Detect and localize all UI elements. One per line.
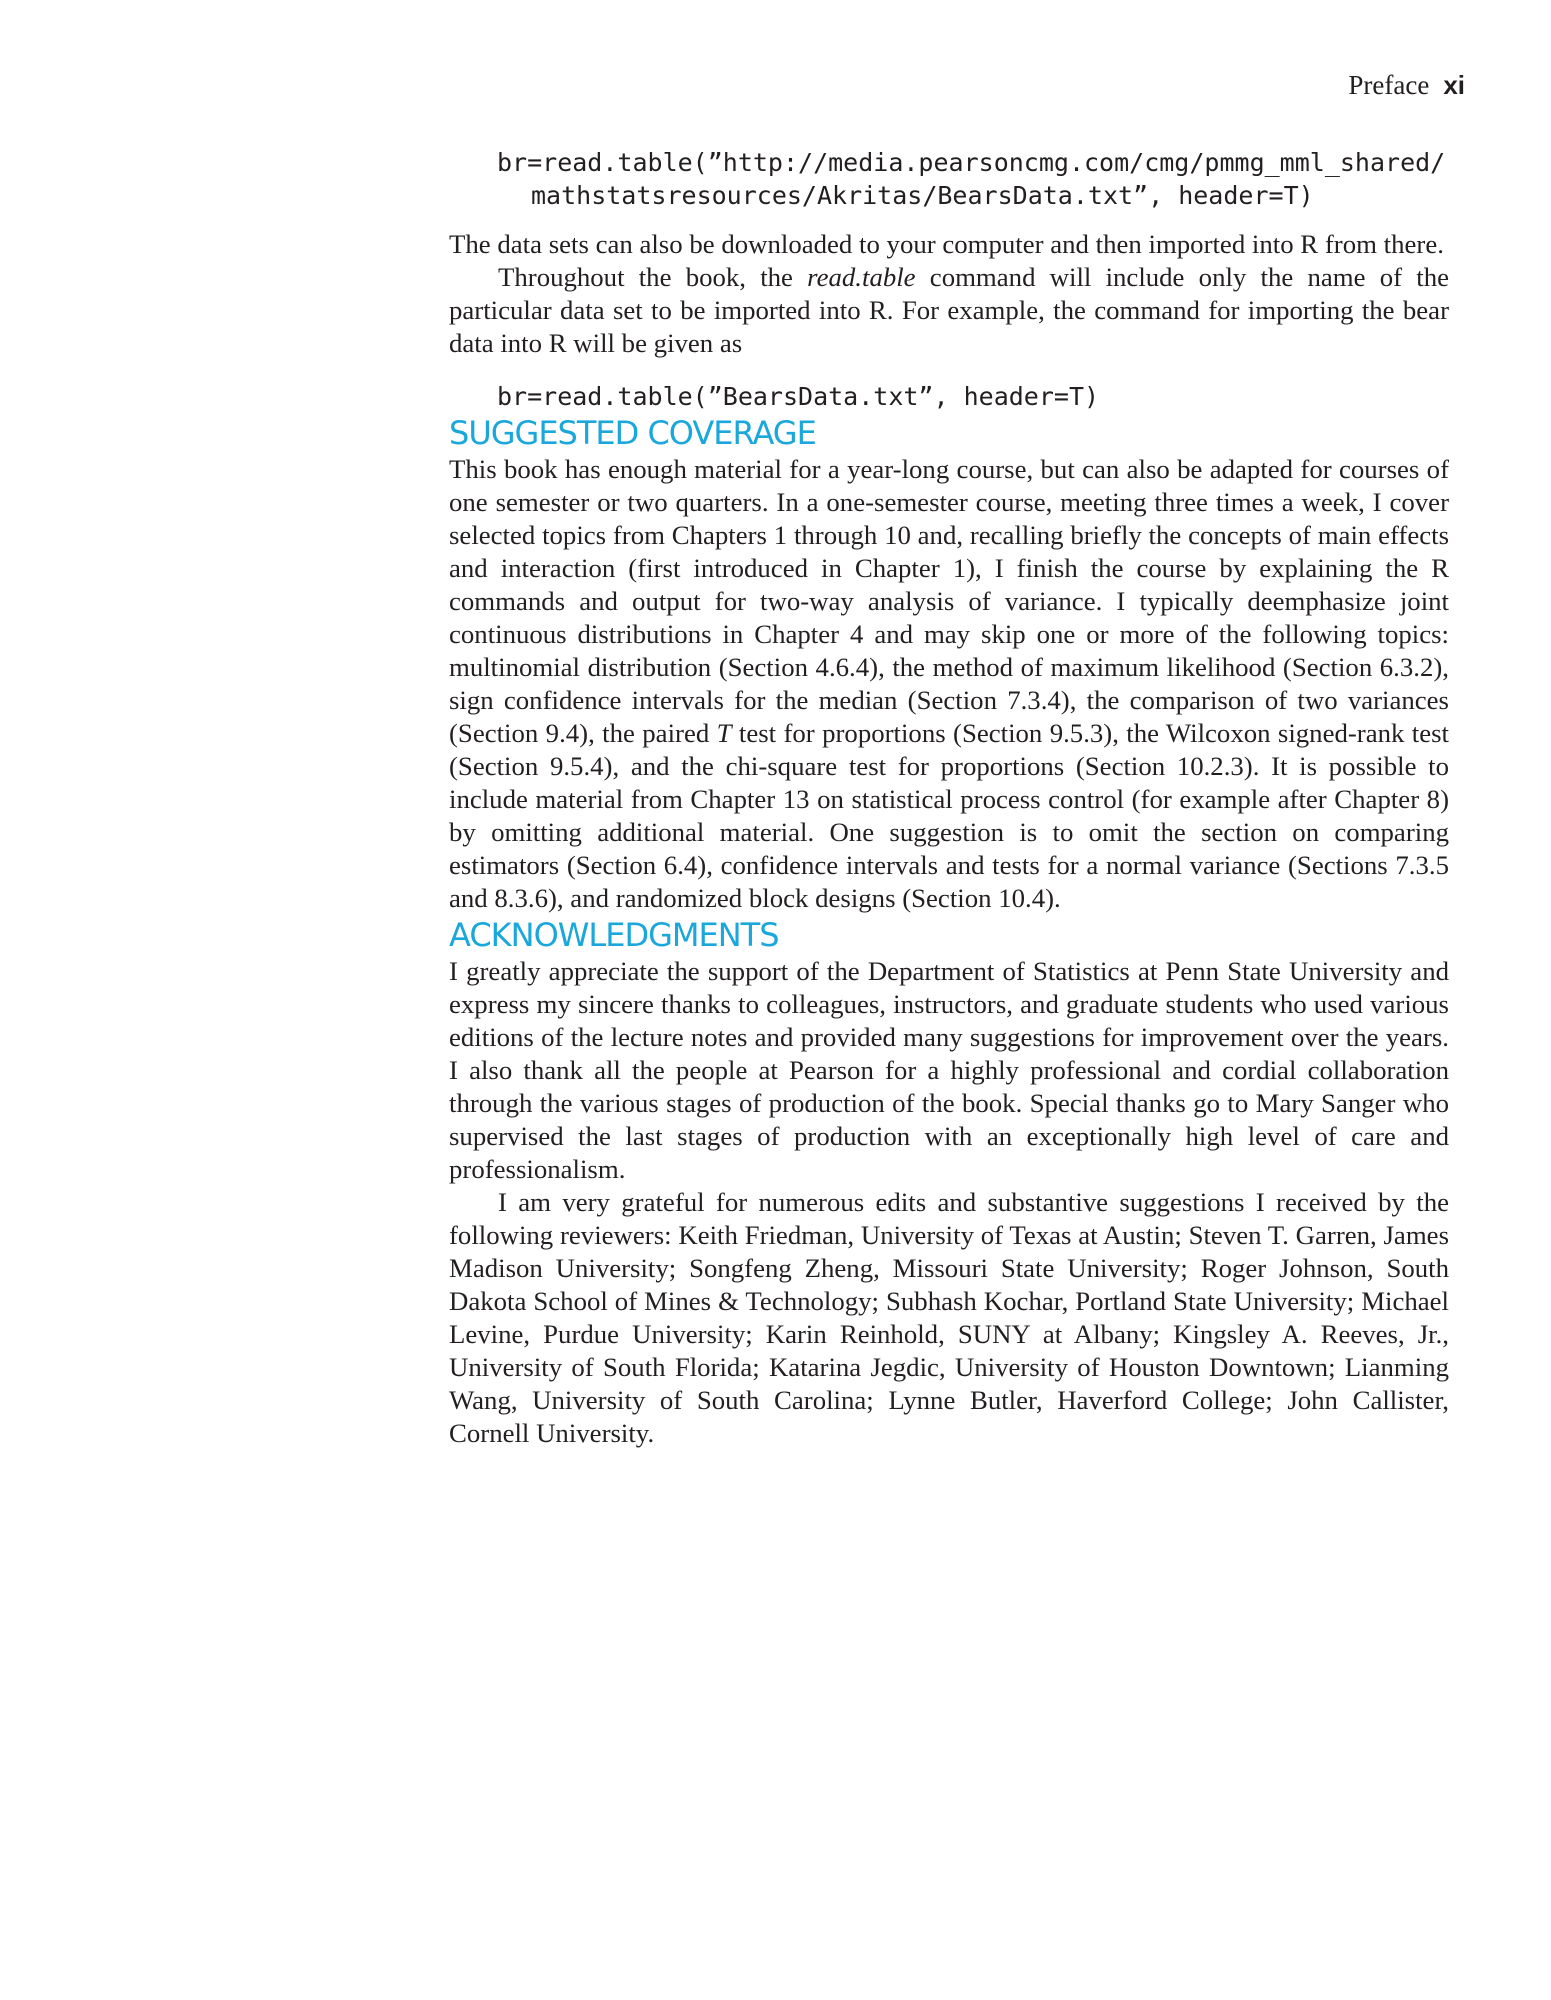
paragraph-ack-1: I greatly appreciate the support of the Department of Statistics at Penn State University and express my sincere thanks to colleagues, instructors, and graduate students who used various editions of the lecture notes and provided many suggestions for improvement over the years. I also thank all the people at Pearson for a highly professional and cordial collaboration through the various stages of production of the book. Special thanks go to Mary Sanger who supervised the last stages of production with an exceptionally high level of care and professionalism. (449, 956, 1449, 1184)
heading-suggested-coverage: SUGGESTED COVERAGE (449, 414, 816, 452)
paragraph-read-table (449, 261, 1449, 360)
running-header-title: Preface (1348, 70, 1430, 100)
code-line-2: mathstatsresources/Akritas/BearsData.txt”, header=T) (531, 181, 1314, 210)
t-test-symbol: T (716, 718, 732, 748)
page-body (449, 146, 1449, 1450)
running-header (1348, 68, 1465, 102)
suggested-text-start: This book has enough material for a year-long course, but can also be adapted for courses of one semester or two quarters. In a one-semester course, meeting three times a week, I cover selected topics from Chapters 1 through 10 and, recalling briefly the concepts of main effects and interaction (first introduced in Chapter 1), I finish the course by explaining the R commands and output for two-way analysis of variance. I typically deemphasize joint continuous distributions in Chapter 4 and may skip one or more of the following topics: multinomial distribution (Section 4.6.4), the method of maximum likelihood (Section 6.3.2), sign confidence intervals for the median (Section 7.3.4), the comparison of two variances (Section 9.4), the paired (449, 454, 1449, 748)
code-line-1: br=read.table(”http://media.pearsoncmg.com/cmg/pmmg_mml_shared/ (497, 148, 1446, 177)
page-number: xi (1443, 70, 1465, 100)
paragraph-read-table-start: Throughout the book, the (498, 262, 808, 292)
paragraph-read-table-end: command will include only the name of the particular data set to be imported into R. For example, the command for importing the bear data into R will be given as (449, 262, 1450, 358)
heading-acknowledgments: ACKNOWLEDGMENTS (449, 916, 779, 954)
code-block-short: br=read.table(”BearsData.txt”, header=T) (497, 382, 1100, 411)
code-block-url (497, 146, 1449, 212)
paragraph-ack-2: I am very grateful for numerous edits and substantive suggestions I received by the following reviewers: Keith Friedman, University of Texas at Austin; Steven T. Garren, James Madison University; Songfeng Zheng, Missouri State University; Roger Johnson, South Dakota School of Mines & Technology; Subhash Kochar, Portland State University; Michael Levine, Purdue University; Karin Reinhold, SUNY at Albany; Kingsley A. Reeves, Jr., University of South Florida; Katarina Jegdic, University of Houston Downtown; Lianming Wang, University of South Carolina; Lynne Butler, Haverford College; John Callister, Cornell University. (449, 1187, 1449, 1448)
read-table-term: read.table (807, 262, 916, 292)
suggested-text-end: test for proportions (Section 9.5.3), the Wilcoxon signed-rank test (Section 9.5.4), and the chi-square test for proportions (Section 10.2.3). It is possible to include material from Chapter 13 on statistical process control (for example after Chapter 8) by omitting additional material. One suggestion is to omit the section on comparing estimators (Section 6.4), confidence intervals and tests for a normal variance (Sections 7.3.5 and 8.3.6), and randomized block designs (Section 10.4). (449, 718, 1449, 913)
paragraph-download: The data sets can also be downloaded to your computer and then imported into R from there. (449, 229, 1444, 259)
paragraph-suggested-coverage (449, 453, 1449, 915)
